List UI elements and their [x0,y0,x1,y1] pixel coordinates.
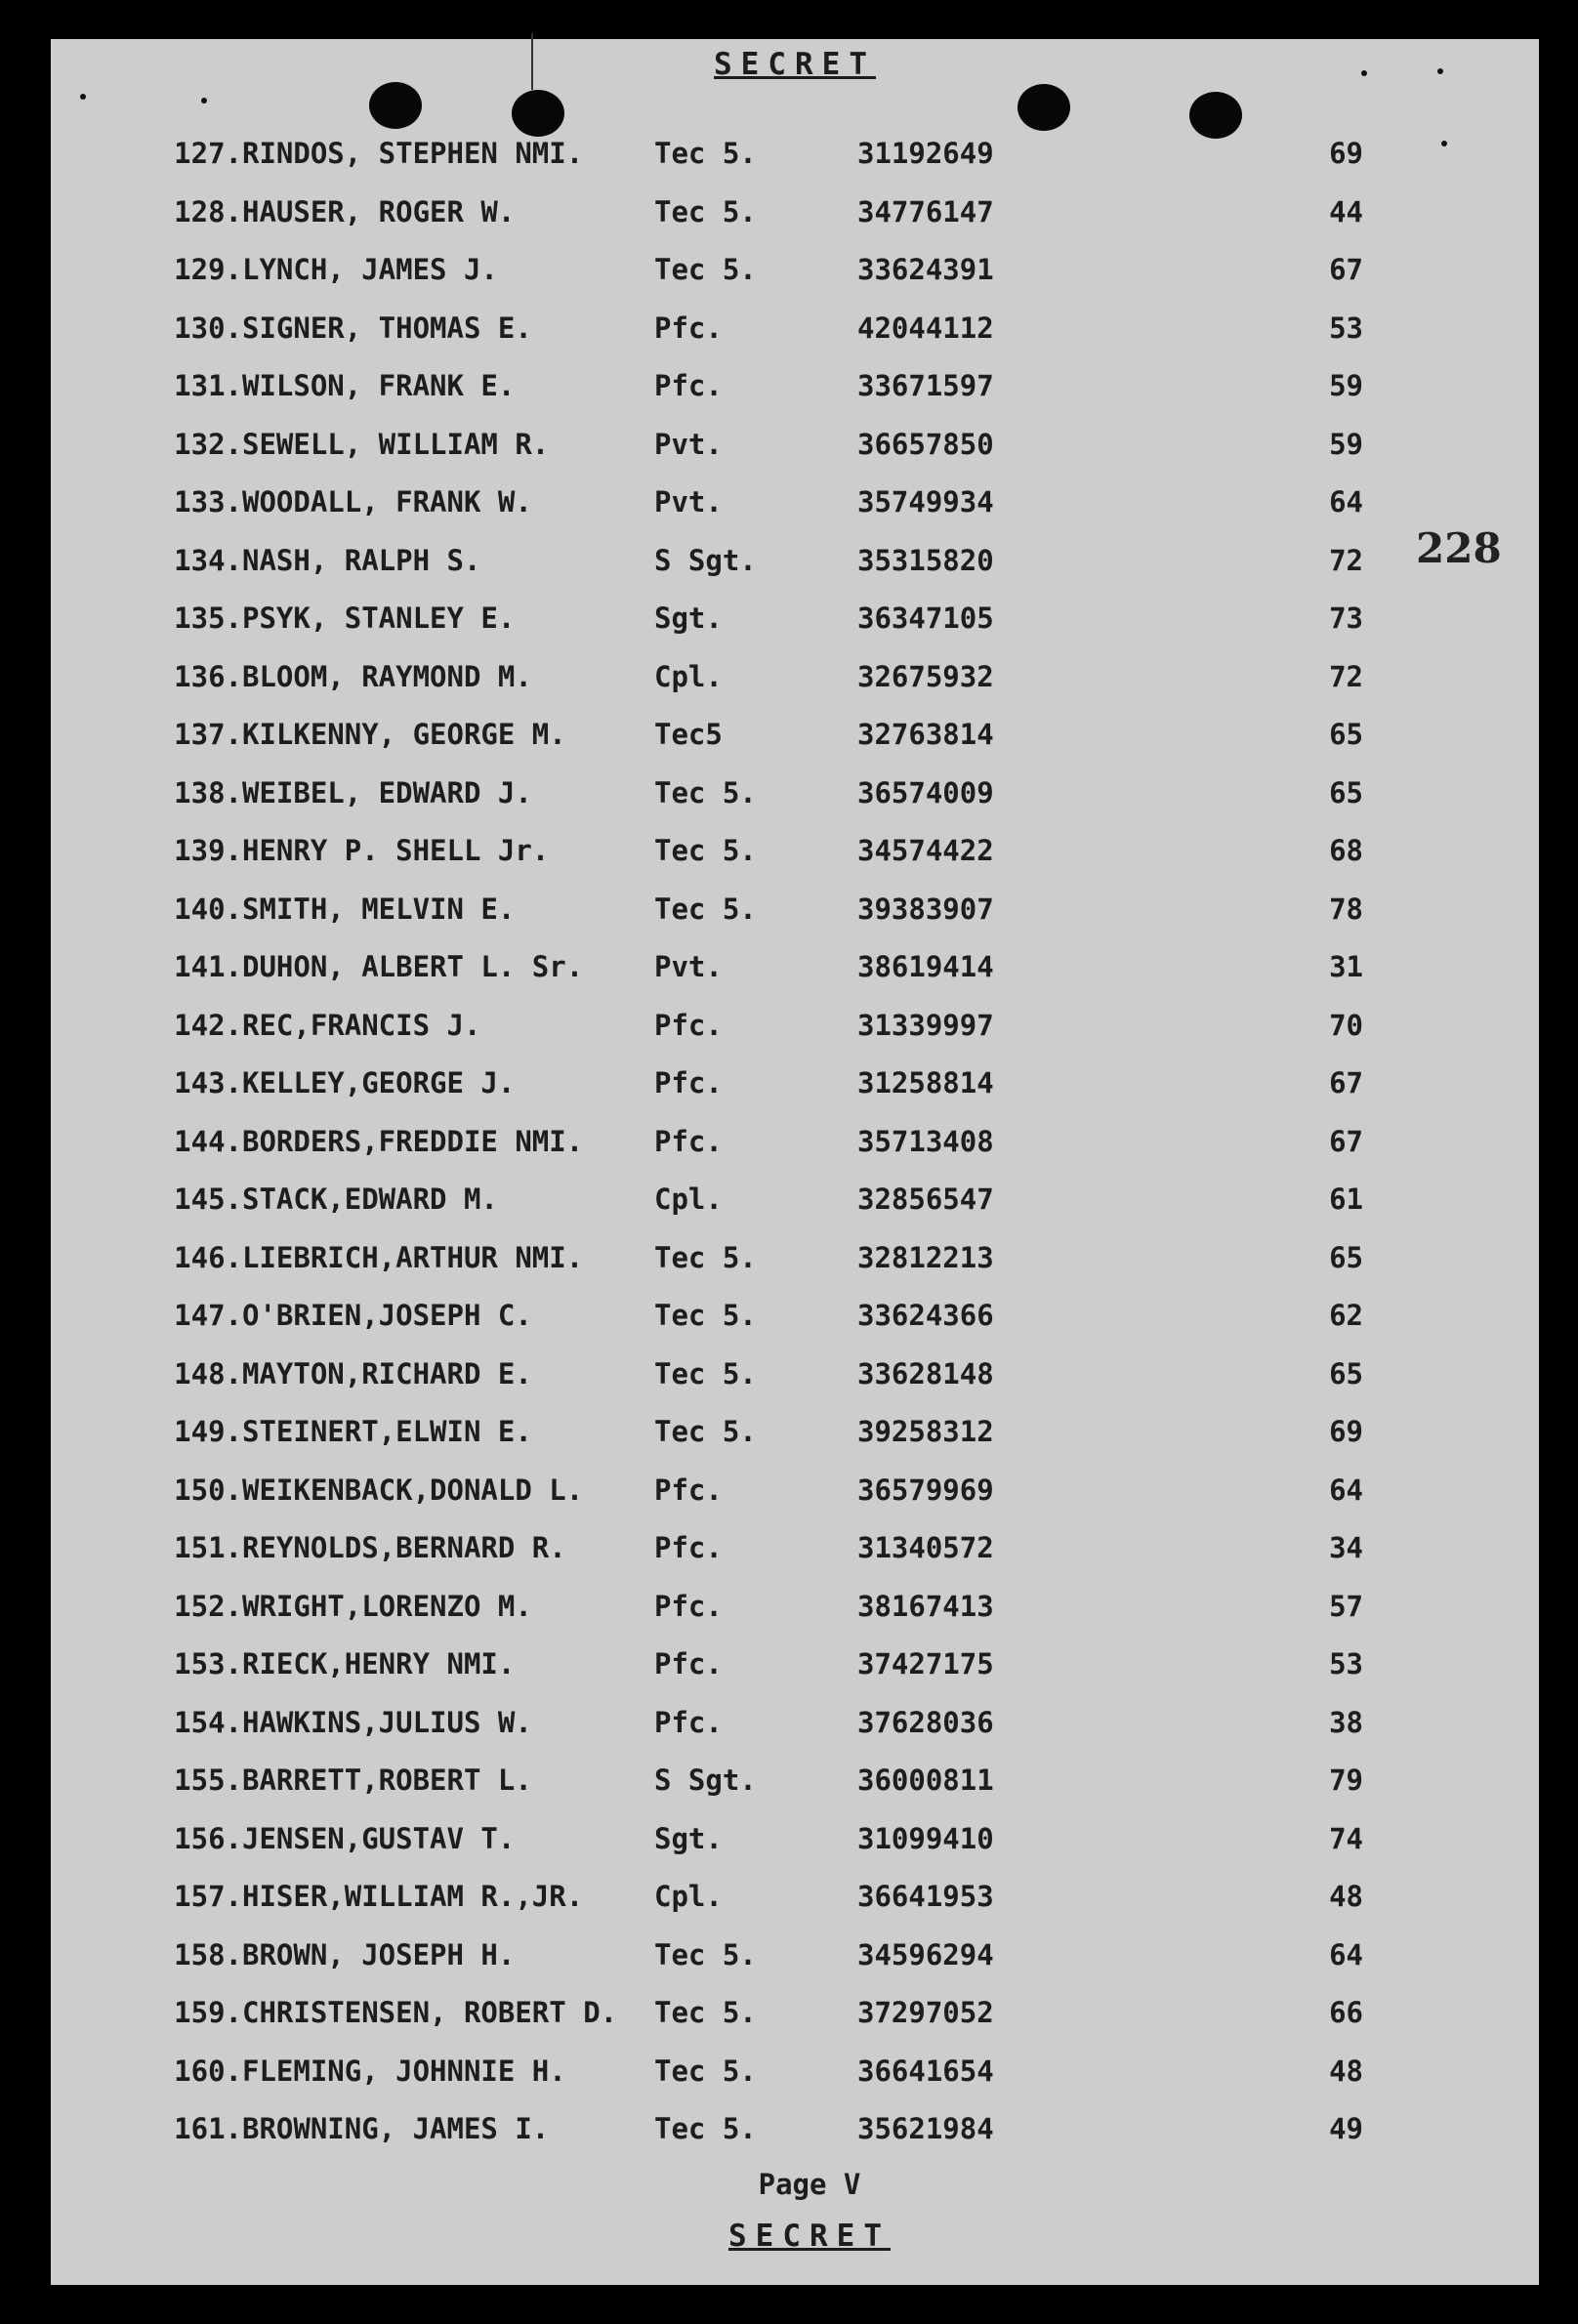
serial-number: 31099410 [857,1821,994,1855]
serial-number: 36579969 [857,1473,994,1507]
soldier-name: CHRISTENSEN, ROBERT D. [242,1996,618,2029]
serial-number: 36641654 [857,2054,994,2088]
rank: Pfc. [654,369,723,402]
roster-row [51,1822,1539,1881]
classification-header: SECRET [714,47,876,82]
serial-number: 38619414 [857,950,994,983]
score: 78 [1329,892,1363,926]
soldier-name: KELLEY,GEORGE J. [242,1066,516,1100]
rank: Tec 5. [654,1937,757,1971]
serial-number: 36000811 [857,1764,994,1797]
roster-row [51,660,1539,719]
rank: Pfc. [654,311,723,345]
ink-speck [80,94,86,100]
document-page [51,39,1539,2285]
serial-number: 34776147 [857,194,994,228]
row-number: 147. [174,1299,242,1332]
serial-number: 33624391 [857,253,994,286]
punch-hole [1189,92,1242,139]
score: 64 [1329,1473,1363,1507]
soldier-name: PSYK, STANLEY E. [242,602,516,635]
serial-number: 35315820 [857,543,994,577]
row-number: 131. [174,369,242,402]
row-number: 155. [174,1764,242,1797]
score: 64 [1329,1937,1363,1971]
score: 49 [1329,2112,1363,2145]
classification-footer: SECRET [728,2219,891,2254]
rank: Tec 5. [654,1356,757,1390]
row-number: 132. [174,427,242,461]
score: 48 [1329,1880,1363,1913]
score: 59 [1329,369,1363,402]
serial-number: 37427175 [857,1647,994,1681]
score: 44 [1329,194,1363,228]
roster-row [51,1473,1539,1532]
serial-number: 32763814 [857,718,994,751]
serial-number: 35749934 [857,485,994,519]
score: 59 [1329,427,1363,461]
roster-row [51,1066,1539,1125]
serial-number: 37297052 [857,1996,994,2029]
soldier-name: SMITH, MELVIN E. [242,892,516,926]
roster-row [51,1880,1539,1938]
serial-number: 36347105 [857,602,994,635]
serial-number: 36657850 [857,427,994,461]
serial-number: 32856547 [857,1183,994,1216]
row-number: 157. [174,1880,242,1913]
rank: Pfc. [654,1124,723,1158]
score: 67 [1329,253,1363,286]
soldier-name: BROWN, JOSEPH H. [242,1937,516,1971]
rank: Pvt. [654,427,723,461]
score: 65 [1329,1356,1363,1390]
roster-row [51,776,1539,835]
row-number: 142. [174,1008,242,1042]
roster-row [51,2112,1539,2171]
row-number: 151. [174,1531,242,1564]
rank: Pfc. [654,1008,723,1042]
rank: Pfc. [654,1531,723,1564]
rank: Pvt. [654,485,723,519]
row-number: 153. [174,1647,242,1681]
soldier-name: HAWKINS,JULIUS W. [242,1705,532,1739]
score: 72 [1329,543,1363,577]
rank: Tec 5. [654,253,757,286]
punch-hole [1017,84,1070,131]
soldier-name: WOODALL, FRANK W. [242,485,532,519]
serial-number: 31340572 [857,1531,994,1564]
soldier-name: HISER,WILLIAM R.,JR. [242,1880,584,1913]
rank: Tec5 [654,718,723,751]
row-number: 136. [174,659,242,693]
handwritten-page-number: 228 [1416,524,1502,572]
soldier-name: LYNCH, JAMES J. [242,253,498,286]
rank: Tec 5. [654,1240,757,1274]
roster-row [51,1183,1539,1241]
rank: Pfc. [654,1647,723,1681]
row-number: 135. [174,602,242,635]
score: 65 [1329,718,1363,751]
page-number: Page V [758,2168,861,2201]
serial-number: 34574422 [857,834,994,867]
score: 34 [1329,1531,1363,1564]
row-number: 137. [174,718,242,751]
punch-hole [369,82,422,129]
soldier-name: KILKENNY, GEORGE M. [242,718,566,751]
roster-row [51,1706,1539,1764]
score: 67 [1329,1124,1363,1158]
soldier-name: HENRY P. SHELL Jr. [242,834,550,867]
rank: Pfc. [654,1473,723,1507]
soldier-name: RINDOS, STEPHEN NMI. [242,137,584,170]
row-number: 143. [174,1066,242,1100]
row-number: 146. [174,1240,242,1274]
soldier-name: SIGNER, THOMAS E. [242,311,532,345]
ink-speck [1361,70,1367,76]
serial-number: 33671597 [857,369,994,402]
score: 66 [1329,1996,1363,2029]
score: 64 [1329,485,1363,519]
soldier-name: FLEMING, JOHNNIE H. [242,2054,566,2088]
soldier-name: WRIGHT,LORENZO M. [242,1589,532,1623]
roster-row [51,369,1539,428]
roster-row [51,1241,1539,1300]
roster-row [51,602,1539,660]
row-number: 128. [174,194,242,228]
rank: S Sgt. [654,543,757,577]
roster-row [51,544,1539,602]
row-number: 152. [174,1589,242,1623]
rank: Cpl. [654,1183,723,1216]
soldier-name: BROWNING, JAMES I. [242,2112,550,2145]
rank: Tec 5. [654,775,757,809]
score: 73 [1329,602,1363,635]
score: 68 [1329,834,1363,867]
serial-number: 34596294 [857,1937,994,1971]
roster-row [51,950,1539,1009]
roster-row [51,1764,1539,1822]
roster-row [51,1415,1539,1473]
ink-speck [201,98,207,104]
score: 72 [1329,659,1363,693]
row-number: 145. [174,1183,242,1216]
soldier-name: BLOOM, RAYMOND M. [242,659,532,693]
score: 61 [1329,1183,1363,1216]
score: 57 [1329,1589,1363,1623]
roster-row [51,1531,1539,1590]
roster-row [51,195,1539,254]
soldier-name: REYNOLDS,BERNARD R. [242,1531,566,1564]
rank: Tec 5. [654,1996,757,2029]
serial-number: 39383907 [857,892,994,926]
serial-number: 36574009 [857,775,994,809]
score: 74 [1329,1821,1363,1855]
roster-row [51,1647,1539,1706]
serial-number: 31339997 [857,1008,994,1042]
row-number: 134. [174,543,242,577]
row-number: 133. [174,485,242,519]
row-number: 139. [174,834,242,867]
ink-speck [1437,68,1443,74]
row-number: 154. [174,1705,242,1739]
soldier-name: WILSON, FRANK E. [242,369,516,402]
soldier-name: STACK,EDWARD M. [242,1183,498,1216]
soldier-name: SEWELL, WILLIAM R. [242,427,550,461]
serial-number: 38167413 [857,1589,994,1623]
rank: Tec 5. [654,194,757,228]
row-number: 140. [174,892,242,926]
soldier-name: WEIKENBACK,DONALD L. [242,1473,584,1507]
serial-number: 32812213 [857,1240,994,1274]
row-number: 158. [174,1937,242,1971]
soldier-name: HAUSER, ROGER W. [242,194,516,228]
serial-number: 37628036 [857,1705,994,1739]
score: 67 [1329,1066,1363,1100]
rank: Tec 5. [654,834,757,867]
rank: Pfc. [654,1589,723,1623]
roster-row [51,428,1539,486]
soldier-name: NASH, RALPH S. [242,543,481,577]
soldier-name: DUHON, ALBERT L. Sr. [242,950,584,983]
roster-row [51,1590,1539,1648]
soldier-name: REC,FRANCIS J. [242,1008,481,1042]
rank: Cpl. [654,659,723,693]
roster-table [51,137,1539,2171]
score: 79 [1329,1764,1363,1797]
row-number: 148. [174,1356,242,1390]
soldier-name: O'BRIEN,JOSEPH C. [242,1299,532,1332]
score: 62 [1329,1299,1363,1332]
roster-row [51,1009,1539,1067]
row-number: 160. [174,2054,242,2088]
rank: Cpl. [654,1880,723,1913]
roster-row [51,1299,1539,1357]
serial-number: 31258814 [857,1066,994,1100]
rank: Tec 5. [654,892,757,926]
roster-row [51,718,1539,776]
roster-row [51,253,1539,311]
rank: Tec 5. [654,2054,757,2088]
roster-row [51,485,1539,544]
rank: Tec 5. [654,1415,757,1448]
score: 69 [1329,1415,1363,1448]
soldier-name: STEINERT,ELWIN E. [242,1415,532,1448]
roster-row [51,1357,1539,1416]
score: 70 [1329,1008,1363,1042]
row-number: 127. [174,137,242,170]
score: 65 [1329,775,1363,809]
row-number: 156. [174,1821,242,1855]
score: 48 [1329,2054,1363,2088]
rank: S Sgt. [654,1764,757,1797]
rank: Pfc. [654,1066,723,1100]
roster-row [51,1996,1539,2054]
row-number: 159. [174,1996,242,2029]
serial-number: 39258312 [857,1415,994,1448]
soldier-name: BORDERS,FREDDIE NMI. [242,1124,584,1158]
row-number: 150. [174,1473,242,1507]
roster-row [51,1125,1539,1183]
row-number: 144. [174,1124,242,1158]
rank: Tec 5. [654,2112,757,2145]
roster-row [51,311,1539,370]
serial-number: 35621984 [857,2112,994,2145]
score: 65 [1329,1240,1363,1274]
rank: Sgt. [654,602,723,635]
score: 53 [1329,1647,1363,1681]
serial-number: 32675932 [857,659,994,693]
score: 53 [1329,311,1363,345]
serial-number: 31192649 [857,137,994,170]
roster-row [51,1938,1539,1997]
rank: Tec 5. [654,137,757,170]
roster-row [51,137,1539,195]
serial-number: 33628148 [857,1356,994,1390]
row-number: 129. [174,253,242,286]
rank: Tec 5. [654,1299,757,1332]
soldier-name: LIEBRICH,ARTHUR NMI. [242,1240,584,1274]
score: 31 [1329,950,1363,983]
row-number: 161. [174,2112,242,2145]
row-number: 138. [174,775,242,809]
punch-hole [512,90,564,137]
serial-number: 42044112 [857,311,994,345]
serial-number: 33624366 [857,1299,994,1332]
soldier-name: JENSEN,GUSTAV T. [242,1821,516,1855]
row-number: 141. [174,950,242,983]
roster-row [51,2054,1539,2113]
roster-row [51,892,1539,951]
row-number: 130. [174,311,242,345]
rank: Pfc. [654,1705,723,1739]
soldier-name: MAYTON,RICHARD E. [242,1356,532,1390]
score: 69 [1329,137,1363,170]
row-number: 149. [174,1415,242,1448]
score: 38 [1329,1705,1363,1739]
roster-row [51,834,1539,892]
rank: Sgt. [654,1821,723,1855]
soldier-name: RIECK,HENRY NMI. [242,1647,516,1681]
soldier-name: WEIBEL, EDWARD J. [242,775,532,809]
serial-number: 35713408 [857,1124,994,1158]
soldier-name: BARRETT,ROBERT L. [242,1764,532,1797]
rank: Pvt. [654,950,723,983]
serial-number: 36641953 [857,1880,994,1913]
